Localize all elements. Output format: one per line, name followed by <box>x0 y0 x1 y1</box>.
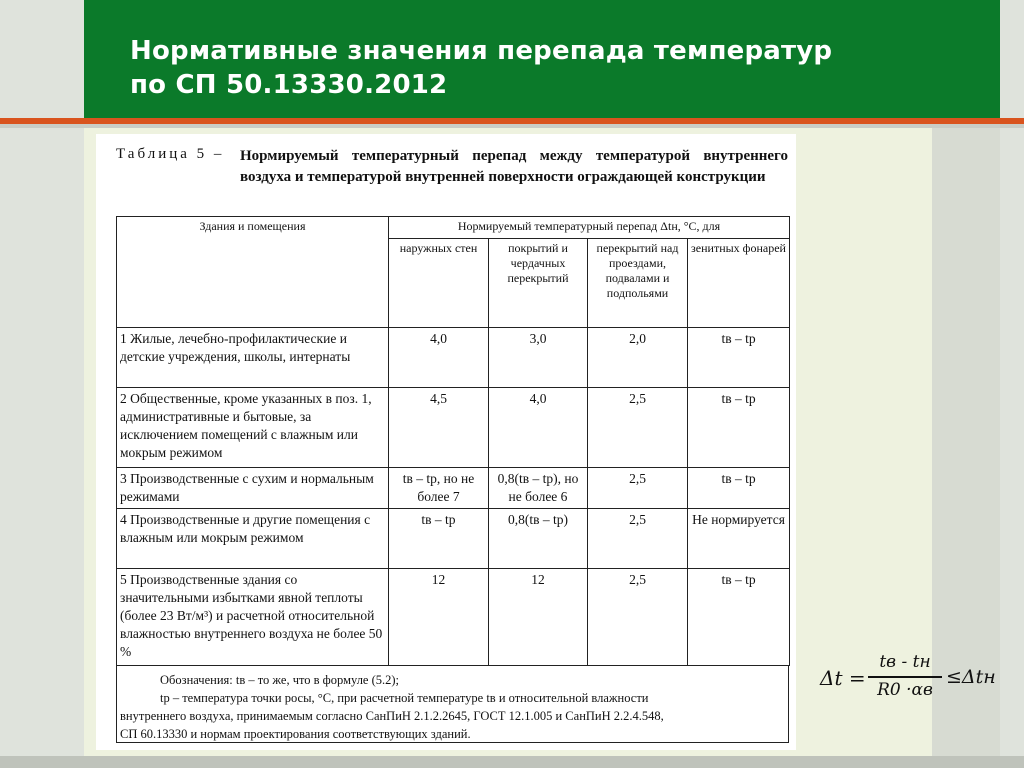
cell-skylights: tв – tр <box>688 328 790 388</box>
cell-skylights: tв – tр <box>688 569 790 666</box>
slide-title-line-2: по СП 50.13330.2012 <box>130 70 448 100</box>
header-col-skylights: зенитных фонарей <box>688 239 790 328</box>
cell-floors: 2,5 <box>588 509 688 569</box>
slide-title <box>130 34 990 102</box>
cell-floors: 2,5 <box>588 468 688 509</box>
cell-roofs: 3,0 <box>489 328 588 388</box>
row-category: 1 Жилые, лечебно-профилактические и детские учреждения, школы, интернаты <box>117 328 389 388</box>
table-caption-text: Нормируемый температурный перепад между температурой внутреннего воздуха и температурой внутренней поверхности ограждающей конструкции <box>240 148 788 185</box>
row-category: 5 Производственные здания со значительными избытками явной теплоты (более 23 Вт/м³) и расчетной относительной влажностью внутреннего воздуха не более 50 % <box>117 569 389 666</box>
note-line: СП 60.13330 и нормам проектирования соответствующих зданий. <box>120 727 471 741</box>
cell-roofs: 0,8(tв – tр), но не более 6 <box>489 468 588 509</box>
slide-title-line-1: Нормативные значения перепада температур <box>130 36 833 66</box>
cell-floors: 2,0 <box>588 328 688 388</box>
formula-rhs: ≤Δtн <box>946 666 996 688</box>
cell-floors: 2,5 <box>588 388 688 468</box>
table-row <box>117 509 790 569</box>
header-col-floors: перекрытий над проездами, подвалами и подпольями <box>588 239 688 328</box>
norm-table <box>116 216 790 666</box>
header-group: Нормируемый температурный перепад Δtн, °С, для <box>389 217 790 239</box>
cell-walls: 12 <box>389 569 489 666</box>
cell-roofs: 12 <box>489 569 588 666</box>
cell-skylights: tв – tр <box>688 388 790 468</box>
header-buildings: Здания и помещения <box>117 217 389 328</box>
formula-lhs: Δt = <box>820 666 866 690</box>
cell-skylights: tв – tр <box>688 468 790 509</box>
note-line: внутреннего воздуха, принимаемым согласно СанПиН 2.1.2.2645, ГОСТ 12.1.005 и СанПиН 2.2.4.548, <box>120 709 664 723</box>
table-row <box>117 328 790 388</box>
bottom-strip <box>0 756 1024 768</box>
header-col-roofs: покрытий и чердачных перекрытий <box>489 239 588 328</box>
table-notes <box>116 665 789 743</box>
formula-numerator: tв - tн <box>879 652 931 672</box>
left-margin-strip <box>0 0 84 768</box>
note-line: Обозначения: tв – то же, что в формуле (5.2); <box>160 673 400 687</box>
cell-walls: tв – tр <box>389 509 489 569</box>
table-row <box>117 468 790 509</box>
formula-denominator: R0 ·αв <box>877 680 933 700</box>
delta-t-formula <box>820 652 1000 708</box>
cell-floors: 2,5 <box>588 569 688 666</box>
cell-skylights: Не нормируется <box>688 509 790 569</box>
cell-roofs: 0,8(tв – tр) <box>489 509 588 569</box>
table-row <box>117 569 790 666</box>
formula-fraction-bar <box>868 676 942 678</box>
cell-walls: 4,0 <box>389 328 489 388</box>
table-row <box>117 388 790 468</box>
right-margin-strip <box>1000 0 1024 768</box>
row-category: 2 Общественные, кроме указанных в поз. 1, административные и бытовые, за исключением помещений с влажным или мокрым режимом <box>117 388 389 468</box>
cell-walls: tв – tр, но не более 7 <box>389 468 489 509</box>
row-category: 3 Производственные с сухим и нормальным режимами <box>117 468 389 509</box>
header-col-walls: наружных стен <box>389 239 489 328</box>
cell-roofs: 4,0 <box>489 388 588 468</box>
cell-walls: 4,5 <box>389 388 489 468</box>
row-category: 4 Производственные и другие помещения с влажным или мокрым режимом <box>117 509 389 569</box>
note-line: tр – температура точки росы, °С, при расчетной температуре tв и относительной влажности <box>160 691 649 705</box>
table-caption-label: Таблица 5 – <box>116 146 225 162</box>
